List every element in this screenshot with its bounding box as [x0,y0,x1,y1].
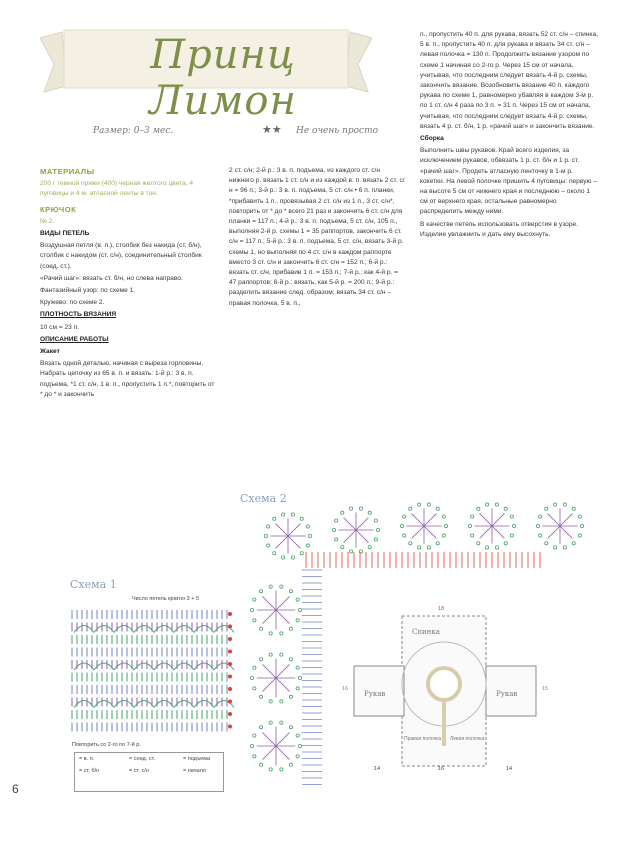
scheme2-fan-spoke [492,514,504,526]
scheme2-chain-dot [444,524,447,527]
right-text-3: В качестве петель использовать отверстия в узоре. Изделие увлажнить и дать ему высохнуть. [420,220,578,238]
scheme1-row-marker [228,625,232,629]
scheme1-legend [74,752,224,792]
scheme2-fan-spoke [262,746,276,760]
stitch-crab: «Рачий шаг»: вязать ст. б/н, но слева направо. [40,274,183,282]
scheme2-chain-dot [273,517,276,520]
scheme2-chain-dot [374,538,377,541]
scheme2-chain-dot [250,676,253,679]
scheme2-chain-dot [289,695,292,698]
scheme2-fan-spoke [262,664,276,678]
scheme2-chain-dot [578,534,581,537]
scheme2-chain-dot [504,507,507,510]
size-label: Размер: 0–3 мес. [93,126,174,136]
scheme2-chain-dot [368,546,371,549]
scheme2-chain-dot [253,734,256,737]
legend-sc: = ст. б/н [79,768,100,774]
legend-dc: = ст. с/н [129,768,149,774]
scheme2-chain-dot [536,524,539,527]
scheme2-chain-dot [269,700,272,703]
scheme2-chain-dot [253,755,256,758]
scheme1-bottom-note: Повторить со 2-го по 7-й р. [72,742,141,748]
scheme2-chain-dot [539,515,542,518]
stitch-basic: Воздушная петля (в. п.), столбик без накида (ст. б/н), столбик с накидом (ст. с/н), соединительный столбик (соед. ст.). [40,242,202,270]
scheme2-chain-dot [298,608,301,611]
scheme2-chain-dot [376,528,379,531]
scheme1-row-marker [228,675,232,679]
scheme2-chain-dot [253,598,256,601]
scheme2-fan-spoke [492,526,504,538]
scheme2-chain-dot [253,687,256,690]
scheme2-chain-dot [477,507,480,510]
scheme2-chain-dot [289,658,292,661]
dim-right: 15 [542,686,549,692]
right-sleeve-label: Рукав [496,690,518,698]
scheme2-fan-spoke [276,596,290,610]
legend-lift: = подъема [183,756,211,762]
scheme2-chain-dot [374,519,377,522]
scheme2-chain-dot [409,507,412,510]
scheme2-chain-dot [554,546,557,549]
scheme2-fan-spoke [262,610,276,624]
scheme2-chain-dot [341,511,344,514]
scheme2-chain-dot [259,658,262,661]
scheme2-chain-dot [409,542,412,545]
scheme2-chain-dot [563,503,566,506]
middle-text: 2 ст. с/н; 2-й р.: 3 в. п. подъема, из каждого ст. с/н нижнего р. вязать 1 ст. с/н и из каждой в. п. вязать 2 ст. с/н = 96 п.; 3-й р.: 3 в. п. подъема, 5 ст. с/н • 6 п. планки, *прибавить 1 п., провязывая 2 ст. с/н из 1 п., 3 ст. с/н*, повторить от * до * всего 21 раз и закончить 6 ст. с/н для планки = 117 п.; 4-й р.: 3 в. п. подъема, 5 ст. с/н, 105 п., выполняя 2-й р. схемы 1 = 35 раппортов, закончить 6 ст. с/н = 117 п.; 5-й р.: 3 в. п. подъема, 5 ст. с/н, вязать 3-й р. схемы 1, но выполняя по 4 ст. с/н в каждом раппорте вместо 3 ст. с/н и закончить 6 ст. с/н = 152 п.; 6-й р.: вязать ст. с/н, прибавив 1 п. = 153 п.; 7-й р.: как 4-й р. = 47 раппортов; 8-й р.: вязать, как 5-й р. = 200 п.; 9-й р.: разделить вязание след. образом: вязать 34 ст. с/н – правая полочка, 5 в. п., [229,167,405,307]
scheme2-chain-dot [495,503,498,506]
scheme2-fan-spoke [276,536,288,548]
scheme2-chain-dot [436,507,439,510]
legend-start: = начало [183,768,206,774]
scheme2-chain-dot [253,666,256,669]
back-label: Спинка [412,628,440,636]
scheme2-chain-dot [400,524,403,527]
scheme1-row-marker [228,662,232,666]
dim-top: 18 [438,606,445,612]
scheme2-chain-dot [296,734,299,737]
scheme2-chain-dot [250,608,253,611]
scheme2-chain-dot [572,507,575,510]
scheme2-fan-spoke [344,518,356,530]
legend-slst: = соед. ст. [129,756,156,762]
scheme2-fan-spoke [276,732,290,746]
scheme2-chain-dot [296,755,299,758]
stitches-heading: ВИДЫ ПЕТЕЛЬ [40,230,90,238]
scheme2-fan-spoke [480,526,492,538]
hook-text: № 2. [40,217,55,225]
scheme2-chain-dot [280,632,283,635]
scheme2-chain-dot [486,546,489,549]
scheme1-row-marker [228,687,232,691]
scheme2-chain-dot [368,511,371,514]
scheme2-chain-dot [282,513,285,516]
scheme2-chain-dot [442,515,445,518]
scheme1-row-marker [228,700,232,704]
scheme2-fan-spoke [344,530,356,542]
scheme2-fan-spoke [262,732,276,746]
scheme2-chain-dot [436,542,439,545]
left-sleeve-label: Рукав [364,690,386,698]
scheme2-fan-spoke [276,678,290,692]
scheme2-chain-dot [468,524,471,527]
dim-bottom-2: 16 [438,766,445,772]
scheme2-chain-dot [280,585,283,588]
scheme1-chart [68,604,236,736]
scheme2-chain-dot [308,534,311,537]
scheme1-row-marker [228,712,232,716]
scheme2-fan-spoke [560,514,572,526]
scheme2-chain-dot [291,556,294,559]
scheme2-fan-spoke [424,526,436,538]
scheme2-chain-dot [273,552,276,555]
scheme2-chain-dot [300,552,303,555]
difficulty-stars: ★★ [262,124,282,136]
right-column [420,30,598,242]
scheme2-fan-spoke [262,678,276,692]
difficulty-label: Не очень просто [296,126,379,136]
scheme2-chain-dot [545,542,548,545]
scheme2-chain-dot [427,546,430,549]
scheme2-chain-dot [250,744,253,747]
scheme2-chain-dot [269,768,272,771]
scheme2-chain-dot [259,763,262,766]
scheme2-chain-dot [296,666,299,669]
scheme2-chain-dot [510,515,513,518]
right-text-1: п., пропустить 40 п. для рукава, вязать 52 ст. с/н – спинка, 5 в. п., пропустить 40 п. для рукава и вязать 34 ст. с/н – левая полочка = 130 п. Продолжить вязание узором по схеме 1 начиная со 2-го р. Через 15 см от начала, учитывая, что последним следует вязать 4-й р. схемы, закончить вязание. Возобновить вязание 40 п. каждого рукава по схеме 1, равномерно убавляя в каждом 3-м р. по 1 ст. с/н 4 раза по 3 п. = 31 п. Через 15 см от начала, учитывая, что последним следует вязать 4-й р. схемы, вязать 4 р. ст. б/н, 1 р. «рачий шаг» и закончить вязание. [420,31,598,130]
scheme1-row-marker [228,612,232,616]
description-text: Вязать одной деталью, начиная с выреза горловины. Набрать цепочку из 65 в. п. и вязать: 1-й р.: 3 в. п. подъема, *1 ст. с/н, 1 в. п., пропустить 1 п.*, повторить от * до * и закончить [40,360,215,398]
scheme2-chain-dot [350,507,353,510]
scheme2-chain-dot [477,542,480,545]
scheme2-fan-spoke [288,536,300,548]
scheme2-chain-dot [578,515,581,518]
scheme2-chain-dot [269,721,272,724]
scheme2-fan-spoke [356,518,368,530]
scheme2-fan-spoke [412,526,424,538]
scheme2-chain-dot [289,627,292,630]
scheme2-chain-dot [495,546,498,549]
stitch-lace: Кружево: по схеме 2. [40,299,105,307]
scheme2-chain-dot [269,653,272,656]
scheme2-chain-dot [539,534,542,537]
scheme2-chain-dot [298,676,301,679]
scheme2-chain-dot [300,517,303,520]
scheme2-chain-dot [418,546,421,549]
scheme1-row-marker [228,650,232,654]
scheme2-label: Схема 2 [240,492,287,505]
scheme2-chain-dot [471,515,474,518]
scheme2-chain-dot [259,627,262,630]
scheme2-chain-dot [259,726,262,729]
middle-column [229,166,405,311]
scheme2-chain-dot [486,503,489,506]
scheme2-fan-spoke [276,610,290,624]
scheme2-fan-spoke [276,664,290,678]
scheme2-fan-spoke [276,524,288,536]
right-front-label: Правая полочка [404,736,442,742]
scheme2-fan-spoke [548,526,560,538]
scheme2-chain-dot [280,700,283,703]
scheme2-chain-dot [335,538,338,541]
page-number: 6 [12,782,19,796]
scheme2-fan-spoke [276,746,290,760]
scheme2-chain-dot [572,542,575,545]
scheme2-chain-dot [267,525,270,528]
materials-text: 200 г темной пряжи (400) черная желтого цвета, 4 пуговицы и 4 м. атласной ленты в тон. [40,180,194,198]
hook-heading: КРЮЧОК [40,204,77,214]
scheme2-chain-dot [291,513,294,516]
scheme2-chain-dot [296,687,299,690]
scheme2-chain-dot [259,695,262,698]
scheme2-chain-dot [563,546,566,549]
scheme2-chain-dot [580,524,583,527]
scheme2-chain-dot [504,542,507,545]
scheme2-chain-dot [264,534,267,537]
dim-left: 16 [342,686,349,692]
legend-chain: = в. п. [79,756,95,762]
assembly-heading: Сборка [420,135,444,143]
density-text: 10 см = 23 п. [40,323,80,331]
scheme2-fan-spoke [560,526,572,538]
scheme2-fan-spoke [288,524,300,536]
scheme2-fan-spoke [412,514,424,526]
page-title: Принц Лимон [149,32,297,124]
left-column [40,162,218,402]
scheme2-chain-dot [306,544,309,547]
scheme2-chain-dot [296,619,299,622]
pattern-drawing [342,606,550,774]
scheme1-top-note: Число петель кратно 3 + 5 [132,596,200,602]
scheme1-label: Схема 1 [70,578,117,591]
scheme2-chain-dot [332,528,335,531]
scheme2-chain-dot [289,726,292,729]
scheme2-chain-dot [280,653,283,656]
scheme2-chain-dot [335,519,338,522]
scheme2-chain-dot [341,546,344,549]
stitch-fancy: Фантазийный узор: по схеме 1. [40,287,136,295]
scheme2-fan-spoke [262,596,276,610]
description-subheading: Жакет [40,348,60,356]
scheme2-chain-dot [296,598,299,601]
scheme2-chain-dot [442,534,445,537]
scheme2-chain-dot [280,768,283,771]
scheme2-chain-dot [427,503,430,506]
scheme2-chain-dot [267,544,270,547]
scheme2-chain-dot [359,507,362,510]
scheme1-row-marker [228,637,232,641]
scheme2-fan-spoke [424,514,436,526]
scheme2-chain-dot [418,503,421,506]
scheme2-chain-dot [298,744,301,747]
scheme2-chain-dot [545,507,548,510]
description-heading: ОПИСАНИЕ РАБОТЫ [40,335,109,343]
scheme2-chain-dot [253,619,256,622]
scheme2-chain-dot [280,721,283,724]
scheme2-fan-spoke [480,514,492,526]
scheme2-chain-dot [471,534,474,537]
scheme1-row-marker [228,725,232,729]
scheme2-chain-dot [554,503,557,506]
scheme2-chain-dot [510,534,513,537]
scheme2-chain-dot [269,632,272,635]
scheme2-fan-spoke [356,530,368,542]
scheme2-chain-dot [259,590,262,593]
scheme2-chain-dot [289,763,292,766]
scheme2-fan-spoke [548,514,560,526]
dim-bottom-3: 14 [506,766,513,772]
scheme2-chain-dot [269,585,272,588]
scheme2-chain-dot [512,524,515,527]
materials-heading: МАТЕРИАЛЫ [40,167,95,176]
scheme2-chain-dot [403,515,406,518]
dim-bottom-1: 14 [374,766,381,772]
left-front-label: Левая полочка [450,736,485,742]
scheme2-chain-dot [289,590,292,593]
scheme2-chain-dot [306,525,309,528]
scheme2-chain-dot [282,556,285,559]
right-text-2: Выполнить швы рукавов. Край всего изделия, за исключением рукавов, обвязать 1 р. ст. б/н и 1 р. ст. «рачий шаг». Продеть атласную ленточку в 1-м р. кокетки. На левой полочке пришить 4 пуговицы: первую – на высоте 5 см от нижнего края и последнюю – около 1 см от верхнего края, остальные равномерно распределить между ними. [420,147,597,216]
scheme2-chain-dot [350,550,353,553]
scheme2-chain-dot [403,534,406,537]
density-heading: ПЛОТНОСТЬ ВЯЗАНИЯ [40,311,117,319]
